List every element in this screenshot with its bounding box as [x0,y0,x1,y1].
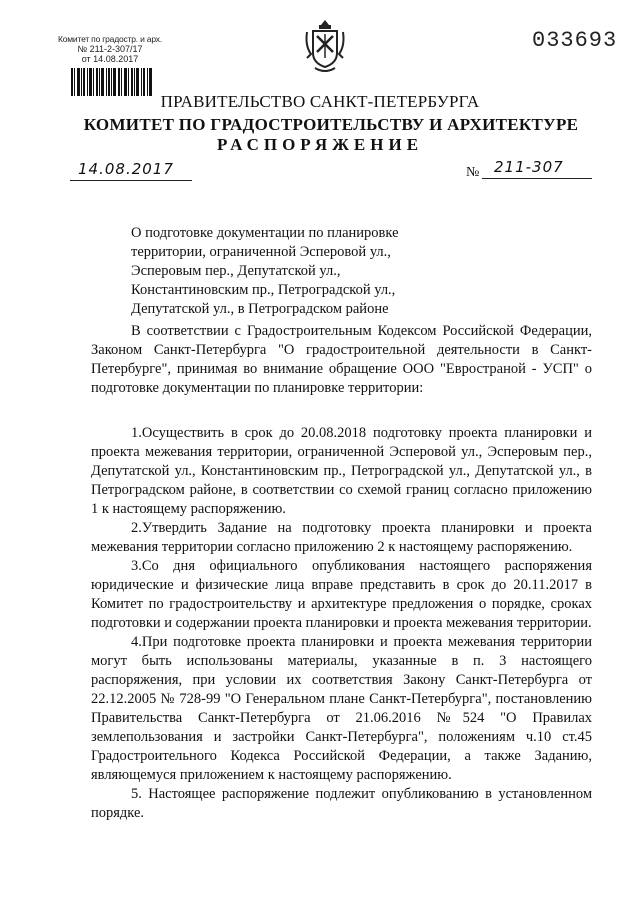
number-underline [482,178,592,179]
preamble-text: В соответствии с Градостроительным Кодексом Российской Федерации, Законом Санкт-Петербурга "О градостроительной деятельности в Санкт-Петербурге", принимая во внимание обращение ООО "Евространой - УСП" о подготовке документации по планировке территории: [91,323,592,396]
order-items [91,424,592,823]
government-title: ПРАВИТЕЛЬСТВО САНКТ-ПЕТЕРБУРГА [160,92,480,111]
date-underline [70,180,192,181]
number-label: № [466,165,480,180]
stamp-reg-number: № 211-2-307/17 [77,44,143,54]
subject-line: территории, ограниченной Эсперовой ул., [131,244,391,260]
subject-line: О подготовке документации по планировке [131,225,399,241]
document-serial-number: 033693 [532,28,618,53]
order-item-4: 4.При подготовке проекта планировки и проекта межевания территории могут быть использованы материалы, указанные в п. 3 настоящего распоряжения, при условии их соответствия Закону Санкт-Петербурга от 22.12.2005 № 728-99 "О Генеральном плане Санкт-Петербурга", постановлению Правительства Санкт-Петербурга от 21.06.2016 №524 "О Правилах землепользования и застройки Санкт-Петербурга", положениям ч.10 ст.45 Градостроительного Кодекса Российской Федерации, а также Заданию, являющемуся приложением к настоящему распоряжению. [91,634,592,783]
order-item-5: 5. Настоящее распоряжение подлежит опубликованию в установленном порядке. [91,786,592,821]
order-item-2: 2.Утвердить Задание на подготовку проекта планировки и проекта межевания территории согласно приложению 2 к настоящему распоряжению. [91,520,592,555]
document-type-title: РАСПОРЯЖЕНИЕ [216,135,424,154]
preamble-paragraph [91,322,592,398]
handwritten-date: 14.08.2017 [78,160,174,178]
handwritten-number: 211-307 [494,158,564,176]
committee-title: КОМИТЕТ ПО ГРАДОСТРОИТЕЛЬСТВУ И АРХИТЕКТУРЕ [83,115,579,134]
subject-line: Депутатской ул., в Петроградском районе [131,301,389,317]
subject-line: Эсперовым пер., Депутатской ул., [131,263,341,279]
registration-stamp [55,34,165,64]
subject-line: Константиновским пр., Петроградской ул., [131,282,396,298]
coat-of-arms-icon [303,18,347,74]
order-item-1: 1.Осуществить в срок до 20.08.2018 подготовку проекта планировки и проекта межевания территории, ограниченной Эсперовой ул., Эсперовым пер., Депутатской ул., Константиновским пр., Петроградской ул., Депутатской ул., в Петроградском районе, в соответствии со схемой границ согласно приложению 1 к настоящему распоряжению. [91,425,592,517]
order-item-3: 3.Со дня официального опубликования настоящего распоряжения юридические и физические лица вправе представить в срок до 20.11.2017 в Комитет по градостроительству и архитектуре предложения о порядке, сроках подготовки и содержании проекта планировки и проекта межевания территории. [91,558,592,631]
stamp-org: Комитет по градостр. и арх. [58,34,162,44]
stamp-reg-date: от 14.08.2017 [81,54,139,64]
document-subject [131,224,431,319]
